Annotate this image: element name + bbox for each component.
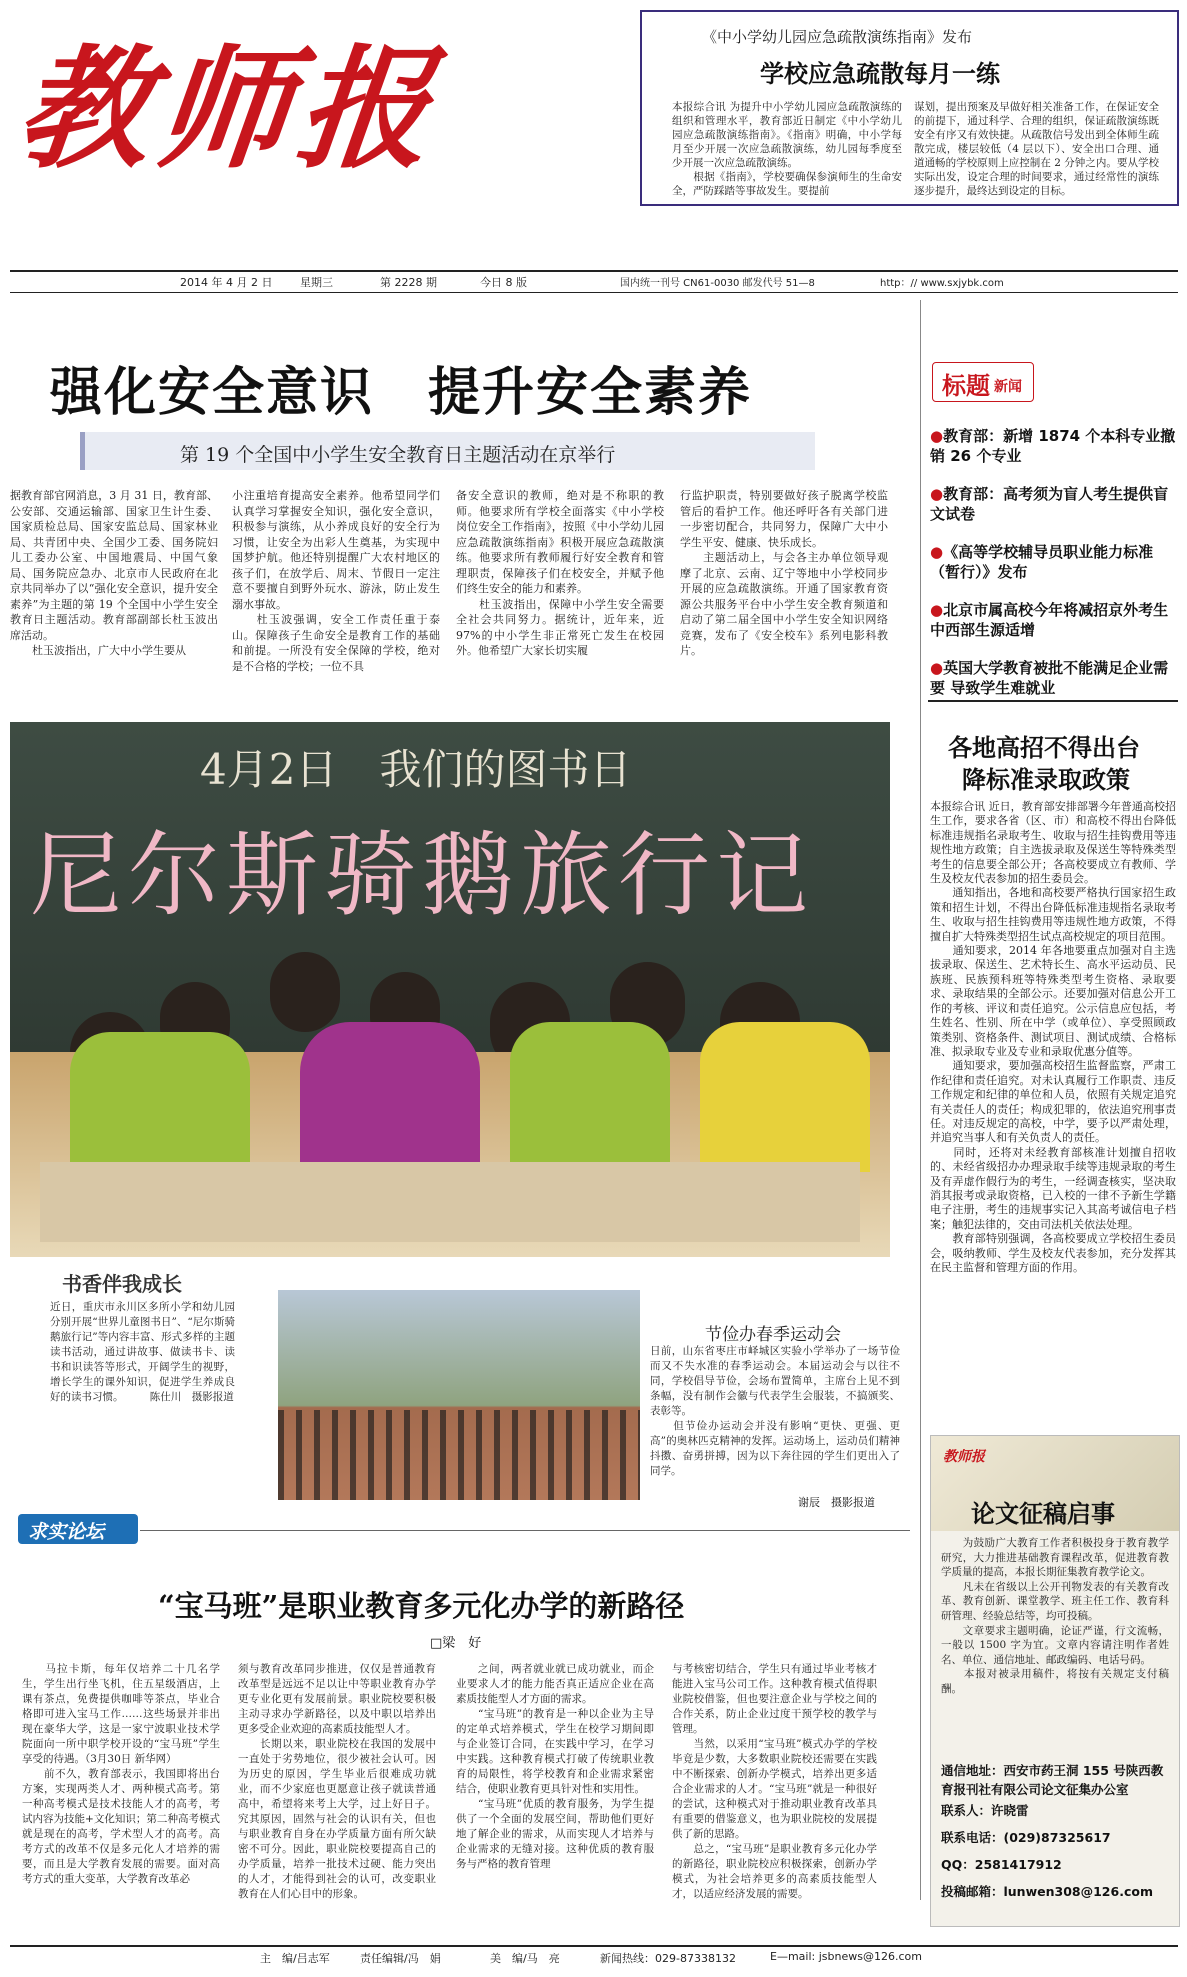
list-item[interactable]: ●英国大学教育被批不能满足企业需要 导致学生难就业 [930, 659, 1169, 697]
opinion-col1: 马拉卡斯，每年仅培养二十几名学生，学生出行坐飞机，住五星级酒店，上课有茶点，免费提供咖啡等茶点，毕业合格即可进入宝马工作……这些场景并非出现在豪华大学，这是一家宁波职业技术学院面向一所中职学校开设的“宝马班”学生享受的待遇。（3月30日 新华网） 前不久，教育部表示，我国即将出台方案，实现两类人才、两种模式高考。第一种高考模式是技术技能人才的高考，考试内容为技能+文化知识；第二种高考模式就是现在的高考，学术型人才的高考。高考方式的改革不仅是多元化人才培养的需要，而且是大学教育发展的需要。面对高考方式的重大变革，大学教育改革必 [22, 1663, 220, 1885]
lead-headline[interactable]: 强化安全意识 提升安全素养 [50, 363, 753, 423]
essay-phone: 联系电话：(029)87325617 [941, 1830, 1111, 1845]
opinion-author: □梁 好 [430, 1636, 482, 1651]
top-kicker: 《中小学幼儿园应急疏散演练指南》发布 [702, 28, 973, 46]
issue-date: 2014 年 4 月 2 日 [180, 276, 273, 289]
top-col2: 谋划，提出预案及早做好相关准备工作，在保证安全的前提下，通过科学、合理的组织，保证疏散演练既安全有序又有效快捷。从疏散信号发出到全体师生疏散完成，楼层较低（4 层以下）、安全出口合理、通道通畅的学校原则上应控制在 2 分钟之内。要从学校实际出发，设定合理的时间要求，通过经常性的演练逐步提升，最终达到设定的目标。 [914, 101, 1159, 197]
caption2-credit: 谢辰 摄影报道 [798, 1496, 875, 1509]
essay-logo: 教师报 [943, 1449, 985, 1465]
issue-cn: 国内统一刊号 CN61-0030 邮发代号 51—8 [620, 278, 815, 289]
caption1-title: 书香伴我成长 [62, 1272, 182, 1296]
opinion-col3: 之间，两者就业就已成功就业，而企业要求人才的能力能否真正适应企业在高素质技能型人才方面的需求。 “宝马班”的教育是一种以企业为主导的定单式培养模式，学生在校学习期间即与企业签订合同，在实践中学习，在学习中实践。这种教育模式打破了传统职业教育的局限性，将学校教育和企业需求紧密结合，使职业教育更具针对性和实用性。 “宝马班”优质的教育服务，为学生提供了一个全面的发展空间，帮助他们更好地了解企业的需求，从而实现人才培养与企业需求的无缝对接。这种优质的教育服务与严格的教育管理 [456, 1663, 654, 1870]
lead-col1: 据教育部官网消息，3 月 31 日，教育部、公安部、交通运输部、国家卫生计生委、国家质检总局、国家安监总局、国家林业局、共青团中央、全国少工委、国务院妇儿工委办公室、中国地震局、中国气象局、国务院应急办、北京市人民政府在北京共同举办了以“强化安全意识，提升安全素养”为主题的第 19 个全国中小学生安全教育日主题活动。教育部副部长杜玉波出席活动。 杜玉波指出，广大中小学生要从 [10, 489, 218, 657]
board-line2: 尼尔斯骑鹅旅行记 [30, 822, 815, 929]
essay-box [930, 1435, 1180, 1927]
opinion-col4: 与考核密切结合，学生只有通过毕业考核才能进入宝马公司工作。这种教育模式值得职业院校借鉴，但也要注意企业与学校之间的合作关系，防止企业过度干预学校的教学与管理。 当然，以采用“宝马班”模式办学的学校毕竟是少数，大多数职业院校还需要在实践中不断探索、创新办学模式，培养出更多适合企业需求的人才。“宝马班”就是一种很好的尝试，这种模式对于推动职业教育改革具有重要的借鉴意义，也为职业院校的发展提供了新的思路。 总之，“宝马班”是职业教育多元化办学的新路径，职业院校应积极探索，创新办学模式，为社会培养更多的高素质技能型人才，以适应经济发展的需要。 [672, 1663, 877, 1900]
caption1-body: 近日，重庆市永川区多所小学和幼儿园分别开展“世界儿童图书日”、“尼尔斯骑鹅旅行记”等内容丰富、形式多样的主题读书活动，通过讲故事、做读书卡、读书和识读答等形式，开阔学生的视野，增长学生的课外知识，促进学生养成良好的读书习惯。 陈仕川 摄影报道 [50, 1301, 235, 1403]
main-photo [10, 722, 890, 1257]
essay-email[interactable]: 投稿邮箱：lunwen308@126.com [941, 1884, 1153, 1899]
top-news-box [640, 10, 1179, 206]
sports-photo [278, 1290, 640, 1500]
issue-weekday: 星期三 [300, 276, 333, 289]
lead-col3: 备安全意识的教师，绝对是不称职的教师。他要求所有学校全面落实《中小学校岗位安全工作指南》，按照《中小学幼儿园应急疏散演练指南》积极开展应急疏散演练。他要求所有教师履行好安全教育和管理职责，保障孩子们在校安全，并赋予他们终生安全的能力和素养。 杜玉波指出，保障中小学生安全需要全社会共同努力。据统计，近年来，近 97%的中小学生非正常死亡发生在校园外。他希望广大家长切实履 [456, 489, 664, 657]
issue-url[interactable]: http：// www.sxjybk.com [880, 278, 1004, 289]
opinion-tag: 求实论坛 [18, 1514, 138, 1544]
lead-subhead: 第 19 个全国中小学生安全教育日主题活动在京举行 [180, 444, 616, 466]
footer-resp: 责任编辑/冯 娟 [360, 1952, 441, 1965]
list-item[interactable]: ●教育部：新增 1874 个本科专业撤销 26 个专业 [930, 427, 1176, 465]
list-item[interactable]: ●《高等学校辅导员职业能力标准（暂行）》发布 [930, 543, 1154, 581]
right-body: 本报综合讯 近日，教育部安排部署今年普通高校招生工作，要求各省（区、市）和高校不得出台降低标准违规指名录取考生、收取与招生挂钩费用等违规性地方政策；自主选拔录取及保送生等特殊类型考生的信息要全部公开；各高校要成立有教师、学生及校友代表参加的招生委员会。 通知指出，各地和高校要严格执行国家招生政策和招生计划，不得出台降低标准违规指名录取考生、收取与招生挂钩费用等违规性地方政策，不得擅自扩大特殊类型招生试点高校规定的项目范围。 通知要求，2014 年各地要重点加强对自主选拔录取、保送生、艺术特长生、高水平运动员、民族班、民族预科班等特殊类型考生资格、录取要求、录取结果的全部公示。还要加强对信息公开工作的考核、评议和责任追究。公示信息应包括，考生姓名、性别、所在中学（或单位）、享受照顾政策类别、资格条件、测试项目、测试成绩、合格标准、拟录取专业及专业和录取优惠分值等。 通知要求，要加强高校招生监督监察，严肃工作纪律和责任追究。对未认真履行工作职责、违反工作规定和纪律的单位和人员，依照有关规定追究有关责任人的责任；构成犯罪的，依法追究刑事责任。对违反规定的高校，中学，要予以严肃处理，并追究当事人和有关负责人的责任。 同时，还将对未经教育部核准计划擅自招收的、未经省级招办办理录取手续等违规录取的考生及有弄虚作假行为的考生，一经调查核实，坚决取消其报考或录取资格，已入校的一律不予新生学籍电子注册，考生的违规事实记入其高考诚信电子档案；触犯法律的，交由司法机关依法处理。 教育部特别强调，各高校要成立学校招生委员会，吸纳教师、学生及校友代表参加，充分发挥其在民主监督和管理方面的作用。 [930, 800, 1176, 1274]
right-column-rule [920, 300, 921, 1900]
issue-number: 第 2228 期 [380, 276, 437, 289]
essay-title: 论文征稿启事 [971, 1499, 1115, 1528]
lead-col4: 行监护职责，特别要做好孩子脱离学校监管后的看护工作。他还呼吁各有关部门进一步密切配合，共同努力，保障广大中小学生平安、健康、快乐成长。 主题活动上，与会各主办单位领导观摩了北京、云南、辽宁等地中小学校同步开展的应急疏散演练。开通了国家教育资源公共服务平台中小学生安全教育频道和启动了第二届全国中小学生安全知识网络竞赛，发布了《安全校车》系列电影科教片。 [680, 489, 888, 657]
lead-col2: 小注重培育提高安全素养。他希望同学们认真学习掌握安全知识，强化安全意识，积极参与演练，从小养成良好的安全行为习惯，让安全为出彩人生奠基，为实现中国梦护航。他还特别提醒广大农村地区的孩子们，在放学后、周末、节假日一定注意不要擅自到野外玩水、游泳，防止发生溺水事故。 杜玉波强调，安全工作责任重于泰山。保障孩子生命安全是教育工作的基础和前提。一所没有安全保障的学校，绝对是不合格的学校；一位不具 [232, 489, 440, 673]
briefs-header [932, 362, 1177, 402]
board-line1: 4月2日 我们的图书日 [200, 745, 632, 794]
footer-hotline: 新闻热线：029-87338132 [600, 1952, 736, 1965]
top-headline[interactable]: 学校应急疏散每月一练 [760, 59, 1000, 88]
masthead-title: 教师报 [9, 32, 447, 187]
essay-qq: QQ：2581417912 [941, 1857, 1062, 1872]
opinion-top-rule [140, 1530, 910, 1531]
date-bar [180, 274, 1180, 290]
briefs-label-a: 标题 [942, 371, 990, 400]
essay-contact: 联系人：许晓雷 [941, 1803, 1029, 1818]
briefs-label-b: 新闻 [994, 379, 1022, 395]
caption2-body: 日前，山东省枣庄市峄城区实验小学举办了一场节俭而又不失水准的春季运动会。本届运动会与以往不同，学校倡导节俭，会场布置简单，主席台上见不到条幅，没有制作会徽与代表学生会服装，不搞颁奖、表彰等。 但节俭办运动会并没有影响“更快、更强、更高”的奥林匹克精神的发挥。运动场上，运动员们精神抖擞、奋勇拼搏，因为以下奔往园的学生们更出入了同学。 [650, 1345, 900, 1477]
footer-rule [10, 1945, 1178, 1947]
briefs-list [930, 426, 1176, 716]
right-headline-2[interactable]: 降标准录取政策 [962, 766, 1130, 794]
right-headline-1[interactable]: 各地高招不得出台 [948, 734, 1140, 762]
footer-email[interactable]: E—mail: jsbnews@126.com [770, 1950, 922, 1963]
list-item[interactable]: ●教育部：高考须为盲人考生提供盲文试卷 [930, 485, 1169, 523]
footer-art: 美 编/马 亮 [490, 1952, 560, 1965]
footer [0, 1950, 1187, 1970]
masthead-logo [9, 30, 488, 190]
essay-body: 为鼓励广大教育工作者积极投身于教育教学研究，大力推进基础教育课程改革，促进教育教学质量的提高，本报长期征集教育教学论文。 凡未在省级以上公开刊物发表的有关教育改革、教育创新、课堂教学、班主任工作、教育科研管理、经验总结等，均可投稿。 文章要求主题明确，论证严谨，行文流畅，一般以 1500 字为宜。文章内容请注明作者姓名、单位、通信地址、邮政编码、电话号码。 本报对被录用稿件，将按有关规定支付稿酬。 [941, 1537, 1169, 1695]
date-bar-bottom-rule [10, 292, 1178, 293]
opinion-col2: 须与教育改革同步推进，仅仅是普通教育改革型是远远不足以让中等职业教育办学更专业化更有发展前景。职业院校要积极主动寻求办学新路径，以及中职以培养出更多受企业欢迎的高素质技能型人才。 长期以来，职业院校在我国的发展中一直处于劣势地位，很少被社会认可。因为历史的原因，学生毕业后很难成功就业，而不少家庭也更愿意让孩子就读普通高中，希望将来考上大学，过上好日子。究其原因，固然与社会的认识有关，但也与职业教育自身在办学质量方面有所欠缺密不可分。因此，职业院校要提高自己的办学质量，培养一批技术过硬、能力突出的人才，才能得到社会的认可，改变职业教育在人们心目中的形象。 [238, 1663, 436, 1900]
list-item[interactable]: ●北京市属高校今年将减招京外考生 中西部生源适增 [930, 601, 1169, 639]
footer-editor: 主 编/吕志军 [260, 1952, 330, 1965]
issue-pages: 今日 8 版 [480, 276, 527, 289]
caption2-title: 节俭办春季运动会 [705, 1325, 841, 1345]
date-bar-top-rule [10, 270, 1178, 272]
essay-address: 通信地址：西安市药王洞 155 号陕西教育报刊社有限公司论文征集办公室 [941, 1763, 1164, 1797]
opinion-headline[interactable]: “宝马班”是职业教育多元化办学的新路径 [158, 1589, 685, 1623]
top-col1: 本报综合讯 为提升中小学幼儿园应急疏散演练的组织和管理水平，教育部近日制定《中小学幼儿园应急疏散演练指南》。《指南》明确，中小学每月至少开展一次应急疏散演练，幼儿园每季度至少开展一次应急疏散演练。 根据《指南》，学校要确保参演师生的生命安全，严防踩踏等事故发生。要提前 [672, 101, 902, 197]
briefs-bottom-rule [928, 700, 1178, 702]
